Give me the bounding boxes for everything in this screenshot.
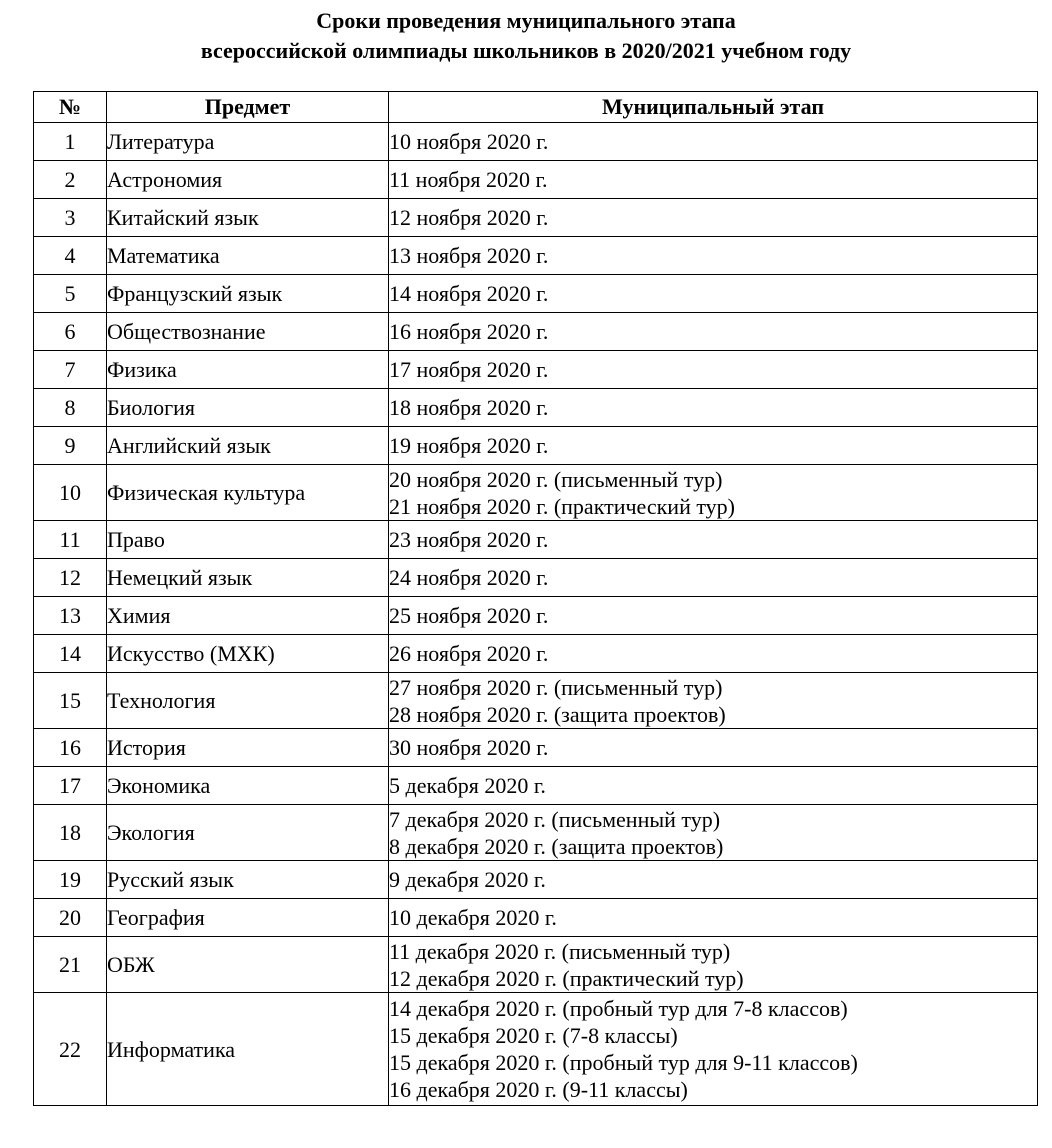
stage-date-cell [389, 161, 1038, 199]
date-line: 25 ноября 2020 г. [389, 603, 549, 628]
subject-cell: Физика [107, 351, 389, 389]
table-row [34, 597, 1038, 635]
table-row [34, 199, 1038, 237]
subject-cell: География [107, 899, 389, 937]
subject-cell: Право [107, 521, 389, 559]
date-line: 8 декабря 2020 г. (защита проектов) [389, 833, 724, 859]
date-line: 27 ноября 2020 г. (письменный тур) [389, 674, 723, 700]
date-line: 18 ноября 2020 г. [389, 395, 549, 420]
stage-date-cell [389, 993, 1038, 1106]
row-number: 6 [34, 313, 107, 351]
stage-date-cell [389, 767, 1038, 805]
title-line-2: всероссийской олимпиады школьников в 2020/2021 учебном году [200, 38, 852, 63]
stage-date-cell [389, 237, 1038, 275]
date-line: 13 ноября 2020 г. [389, 243, 549, 268]
row-number: 11 [34, 521, 107, 559]
stage-date-cell [389, 937, 1038, 993]
subject-cell: Технология [107, 673, 389, 729]
date-line: 24 ноября 2020 г. [389, 565, 549, 590]
subject-cell: Немецкий язык [107, 559, 389, 597]
row-number: 14 [34, 635, 107, 673]
row-number: 3 [34, 199, 107, 237]
stage-date-cell [389, 899, 1038, 937]
subject-cell: Экономика [107, 767, 389, 805]
table-row [34, 427, 1038, 465]
date-line: 20 ноября 2020 г. (письменный тур) [389, 466, 723, 492]
row-number: 22 [34, 993, 107, 1106]
table-row [34, 635, 1038, 673]
subject-cell: Искусство (МХК) [107, 635, 389, 673]
subject-cell: Английский язык [107, 427, 389, 465]
row-number: 5 [34, 275, 107, 313]
table-row [34, 767, 1038, 805]
stage-date-cell [389, 861, 1038, 899]
date-line: 10 ноября 2020 г. [389, 129, 549, 154]
row-number: 4 [34, 237, 107, 275]
subject-cell: Обществознание [107, 313, 389, 351]
row-number: 12 [34, 559, 107, 597]
date-line: 19 ноября 2020 г. [389, 433, 549, 458]
row-number: 17 [34, 767, 107, 805]
row-number: 15 [34, 673, 107, 729]
subject-cell: Астрономия [107, 161, 389, 199]
row-number: 18 [34, 805, 107, 861]
subject-cell: История [107, 729, 389, 767]
table-row [34, 521, 1038, 559]
date-line: 28 ноября 2020 г. (защита проектов) [389, 701, 726, 727]
stage-date-cell [389, 805, 1038, 861]
date-line: 16 ноября 2020 г. [389, 319, 549, 344]
date-line: 15 декабря 2020 г. (7-8 классы) [389, 1023, 678, 1048]
table-row [34, 123, 1038, 161]
date-line: 10 декабря 2020 г. [389, 905, 557, 930]
header-num: № [34, 92, 107, 123]
row-number: 7 [34, 351, 107, 389]
row-number: 1 [34, 123, 107, 161]
subject-cell: Информатика [107, 993, 389, 1106]
stage-date-cell [389, 559, 1038, 597]
date-line: 23 ноября 2020 г. [389, 527, 549, 552]
date-line: 30 ноября 2020 г. [389, 735, 549, 760]
subject-cell: Русский язык [107, 861, 389, 899]
stage-date-cell [389, 313, 1038, 351]
table-row [34, 993, 1038, 1106]
row-number: 13 [34, 597, 107, 635]
date-line: 21 ноября 2020 г. (практический тур) [389, 493, 736, 519]
subject-cell: Экология [107, 805, 389, 861]
header-stage: Муниципальный этап [389, 92, 1038, 123]
date-line: 7 декабря 2020 г. (письменный тур) [389, 806, 721, 832]
subject-cell: Математика [107, 237, 389, 275]
table-row [34, 937, 1038, 993]
subject-cell: Физическая культура [107, 465, 389, 521]
stage-date-cell [389, 199, 1038, 237]
row-number: 8 [34, 389, 107, 427]
table-row [34, 237, 1038, 275]
date-line: 12 ноября 2020 г. [389, 205, 549, 230]
date-line: 11 декабря 2020 г. (письменный тур) [389, 938, 731, 964]
document-title [0, 6, 1052, 66]
stage-date-cell [389, 351, 1038, 389]
stage-date-cell [389, 729, 1038, 767]
row-number: 16 [34, 729, 107, 767]
table-row [34, 861, 1038, 899]
row-number: 9 [34, 427, 107, 465]
title-line-1: Сроки проведения муниципального этапа [316, 8, 736, 33]
table-row [34, 351, 1038, 389]
stage-date-cell [389, 635, 1038, 673]
subject-cell: Химия [107, 597, 389, 635]
date-line: 17 ноября 2020 г. [389, 357, 549, 382]
date-line: 26 ноября 2020 г. [389, 641, 549, 666]
table-header-row [34, 92, 1038, 123]
row-number: 19 [34, 861, 107, 899]
subject-cell: ОБЖ [107, 937, 389, 993]
date-line: 5 декабря 2020 г. [389, 773, 546, 798]
subject-cell: Биология [107, 389, 389, 427]
stage-date-cell [389, 275, 1038, 313]
row-number: 21 [34, 937, 107, 993]
table-row [34, 313, 1038, 351]
date-line: 15 декабря 2020 г. (пробный тур для 9-11 классов) [389, 1050, 858, 1075]
date-line: 9 декабря 2020 г. [389, 867, 546, 892]
table-row [34, 389, 1038, 427]
date-line: 12 декабря 2020 г. (практический тур) [389, 965, 744, 991]
table-row [34, 161, 1038, 199]
table-row [34, 805, 1038, 861]
date-line: 14 ноября 2020 г. [389, 281, 549, 306]
table-row [34, 899, 1038, 937]
header-subject: Предмет [107, 92, 389, 123]
table-row [34, 559, 1038, 597]
stage-date-cell [389, 597, 1038, 635]
stage-date-cell [389, 123, 1038, 161]
subject-cell: Китайский язык [107, 199, 389, 237]
subject-cell: Французский язык [107, 275, 389, 313]
table-row [34, 465, 1038, 521]
date-line: 16 декабря 2020 г. (9-11 классы) [389, 1077, 688, 1102]
table-row [34, 673, 1038, 729]
stage-date-cell [389, 389, 1038, 427]
table-row [34, 729, 1038, 767]
stage-date-cell [389, 673, 1038, 729]
date-line: 14 декабря 2020 г. (пробный тур для 7-8 классов) [389, 996, 848, 1021]
row-number: 2 [34, 161, 107, 199]
table-body [34, 123, 1038, 1106]
olympiad-schedule-table [33, 91, 1038, 1106]
row-number: 20 [34, 899, 107, 937]
row-number: 10 [34, 465, 107, 521]
date-line: 11 ноября 2020 г. [389, 167, 548, 192]
table-row [34, 275, 1038, 313]
stage-date-cell [389, 521, 1038, 559]
subject-cell: Литература [107, 123, 389, 161]
stage-date-cell [389, 465, 1038, 521]
stage-date-cell [389, 427, 1038, 465]
